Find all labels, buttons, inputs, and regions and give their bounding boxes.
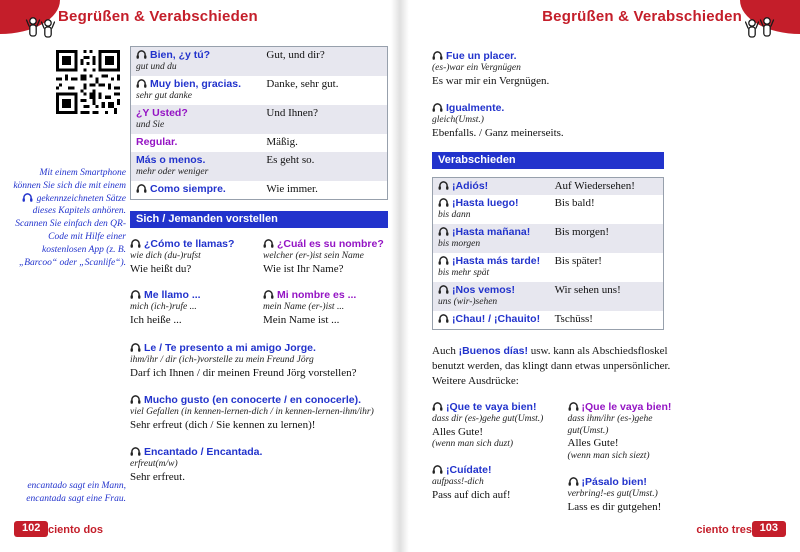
spanish-phrase: ¡Que le vaya bien! <box>568 401 696 414</box>
literal-translation: gleich(Umst.) <box>432 114 484 125</box>
table-row <box>131 76 387 105</box>
spanish-phrase: Bien, ¿y tú? <box>136 49 262 62</box>
german-translation: Wir sehen uns! <box>554 284 621 297</box>
headphone-icon <box>432 103 443 112</box>
table-row <box>131 134 387 152</box>
table-row <box>433 224 663 253</box>
headphone-icon <box>438 314 449 323</box>
literal-translation: mehr oder weniger <box>136 166 209 177</box>
headphone-icon <box>136 50 147 59</box>
literal-translation: uns (wir-)sehen <box>438 297 498 308</box>
headphone-icon <box>130 239 141 248</box>
literal-translation: bis dann <box>438 210 471 221</box>
spanish-phrase: Regular. <box>136 136 178 148</box>
spanish-phrase: Fue un placer. <box>432 50 695 63</box>
literal-translation: viel Gefallen (in kennen-lernen-dich / in kennen-lernen-ihm/ihr) <box>130 406 374 417</box>
spanish-phrase: ¡Hasta más tarde! <box>438 255 551 268</box>
phrase-entry <box>130 446 388 485</box>
spanish-phrase: ¡Pásalo bien! <box>568 476 696 489</box>
german-translation: Wie heißt du? <box>130 262 192 275</box>
expression-columns <box>432 401 695 515</box>
headphone-icon <box>438 198 449 207</box>
spanish-phrase: ¿Cuál es su nombre? <box>263 238 388 251</box>
literal-translation: (es-)war ein Vergnügen <box>432 63 521 74</box>
phrase-entry <box>263 238 388 277</box>
literal-translation: und Sie <box>136 120 165 131</box>
german-translation: Ebenfalls. / Ganz meinerseits. <box>432 126 564 139</box>
headphone-icon <box>432 465 443 474</box>
chapter-title-right: Begrüßen & Verabschieden <box>542 8 742 25</box>
headphone-icon <box>438 227 449 236</box>
page-number-right: 103 <box>752 521 786 537</box>
table-row <box>131 47 387 76</box>
margin-note-text: Mit einem Smartphone können Sie sich die mit einem <box>13 168 126 191</box>
spanish-phrase: Mucho gusto (en conocerte / en conocerle). <box>130 394 388 407</box>
german-translation: Sehr erfreut. <box>130 470 185 483</box>
german-translation: Sehr erfreut (dich / Sie kennen zu lernen)! <box>130 418 316 431</box>
phrase-entry <box>568 476 696 515</box>
literal-translation: dass dir (es-)gehe gut(Umst.) <box>432 413 544 424</box>
spanish-phrase: ¡Que te vaya bien! <box>432 401 560 414</box>
table-row <box>131 181 387 199</box>
german-translation: Darf ich Ihnen / dir meinen Freund Jörg vorstellen? <box>130 367 357 379</box>
german-translation: Bis morgen! <box>554 226 610 239</box>
german-translation: Mein Name ist ... <box>263 314 340 327</box>
note-text: Auch <box>432 345 459 357</box>
literal-translation: bis mehr spät <box>438 268 490 279</box>
intro-columns <box>130 238 388 329</box>
spanish-phrase: Encantado / Encantada. <box>130 446 388 459</box>
literal-translation: dass ihm/ihr (es-)gehe gut(Umst.) <box>567 413 653 436</box>
table-row <box>131 105 387 134</box>
margin-note-audio <box>12 167 126 270</box>
note-text: usw. kann als Abschiedsfloskel benutzt werden, das klingt dann etwas unpersönlicher. Weitere Ausdrücke: <box>432 345 671 387</box>
german-translation: Mäßig. <box>266 136 298 148</box>
headphone-icon <box>130 343 141 352</box>
usage-hint: (wenn man sich duzt) <box>432 439 514 450</box>
headphone-icon <box>568 402 579 411</box>
spanish-phrase: ¡Hasta luego! <box>438 197 551 210</box>
phrase-entry <box>432 50 695 89</box>
literal-translation: welcher (er-)ist sein Name <box>263 250 364 261</box>
headphone-icon <box>263 290 274 299</box>
headphone-icon <box>438 285 449 294</box>
table-row <box>131 152 387 181</box>
headphone-icon <box>136 79 147 88</box>
table-row <box>433 195 663 224</box>
mascot-figures-icon <box>25 13 55 41</box>
chapter-title-left: Begrüßen & Verabschieden <box>58 8 258 25</box>
phrase-entry <box>432 102 695 141</box>
phrase-entry <box>130 238 255 277</box>
note-spanish-phrase: ¡Buenos días! <box>458 345 529 357</box>
german-translation: Bis später! <box>554 255 602 268</box>
page-spine <box>391 0 409 552</box>
section-header-verabschieden: Verabschieden <box>432 152 664 169</box>
phrase-entry <box>568 401 696 464</box>
german-translation: Danke, sehr gut. <box>266 78 339 90</box>
right-page-content <box>432 50 695 515</box>
table-row <box>433 178 663 196</box>
german-translation: Gut, und dir? <box>266 49 325 61</box>
headphone-icon <box>130 395 141 404</box>
phrase-entry <box>130 394 388 433</box>
farewell-table <box>432 177 664 331</box>
spanish-phrase: Le / Te presento a mi amigo Jorge. <box>130 342 388 355</box>
spanish-phrase: Mi nombre es ... <box>263 289 388 302</box>
usage-note <box>432 344 695 389</box>
phrase-entry <box>130 342 388 381</box>
margin-note-encantado: encantado sagt ein Mann, encantada sagt eine Frau. <box>26 481 126 504</box>
german-translation: Pass auf dich auf! <box>432 489 511 502</box>
spanish-phrase: ¡Hasta mañana! <box>438 226 551 239</box>
phrase-entry <box>432 464 560 503</box>
german-translation: Ich heiße ... <box>130 314 182 327</box>
page-number-left: 102 <box>14 521 48 537</box>
margin-note-text: gekennzeichneten Sätze dieses Kapitels anhören. Scannen Sie einfach den QR-Code mit Hilfe einer kostenlosen App (z. B. „Barcoo“ oder „Scanlife“). <box>15 193 126 268</box>
literal-translation: erfreut(m/w) <box>130 458 178 469</box>
german-translation: Alles Gute! <box>567 437 619 450</box>
literal-translation: bis morgen <box>438 239 481 250</box>
spanish-phrase: ¿Y Usted? <box>136 107 188 119</box>
literal-translation: sehr gut danke <box>136 91 192 102</box>
usage-hint: (wenn man sich siezt) <box>567 451 650 462</box>
spanish-phrase: Más o menos. <box>136 153 206 166</box>
german-translation: Bis bald! <box>554 197 595 210</box>
phrase-entry <box>130 289 255 328</box>
page-number-word-right: ciento tres <box>696 524 752 536</box>
table-row <box>433 253 663 282</box>
qr-code <box>56 50 120 114</box>
literal-translation: mich (ich-)rufe ... <box>130 302 197 313</box>
german-translation: Wie ist Ihr Name? <box>263 262 344 275</box>
literal-translation: mein Name (er-)ist ... <box>263 302 345 313</box>
section-header-vorstellen: Sich / Jemanden vorstellen <box>130 211 388 228</box>
spanish-phrase: ¡Adiós! <box>438 180 551 193</box>
spanish-phrase: Como siempre. <box>136 183 262 196</box>
literal-translation: ihm/ihr / dir (ich-)vorstelle zu mein Freund Jörg <box>130 355 314 366</box>
headphone-icon <box>432 51 443 60</box>
headphone-icon <box>22 193 33 202</box>
spanish-phrase: ¡Chau! / ¡Chauito! <box>438 313 551 326</box>
headphone-icon <box>438 256 449 265</box>
german-translation: Lass es dir gutgehen! <box>567 501 662 514</box>
literal-translation: aufpass!-dich <box>432 477 484 488</box>
literal-translation: gut und du <box>136 62 177 73</box>
phrase-entry <box>432 401 560 452</box>
german-translation: Es war mir ein Vergnügen. <box>432 75 550 87</box>
german-translation: Wie immer. <box>266 182 318 195</box>
spanish-phrase: Me llamo ... <box>130 289 255 302</box>
german-translation: Alles Gute! <box>432 425 484 438</box>
headphone-icon <box>438 181 449 190</box>
smalltalk-table <box>130 46 388 200</box>
german-translation: Auf Wiedersehen! <box>554 179 635 192</box>
headphone-icon <box>130 290 141 299</box>
headphone-icon <box>263 239 274 248</box>
german-translation: Es geht so. <box>266 153 315 166</box>
spanish-phrase: ¡Cuídate! <box>432 464 560 477</box>
headphone-icon <box>568 477 579 486</box>
german-translation: Und Ihnen? <box>266 107 318 119</box>
headphone-icon <box>432 402 443 411</box>
table-row <box>433 282 663 311</box>
headphone-icon <box>136 184 147 193</box>
literal-translation: verbring!-es gut(Umst.) <box>567 489 658 500</box>
page-number-word-left: ciento dos <box>48 524 104 536</box>
mascot-figures-icon <box>745 13 775 41</box>
phrase-entry <box>263 289 388 328</box>
spanish-phrase: Muy bien, gracias. <box>136 78 262 91</box>
spanish-phrase: ¿Cómo te llamas? <box>130 238 255 251</box>
literal-translation: wie dich (du-)rufst <box>130 250 201 261</box>
left-page-content <box>130 46 388 484</box>
spanish-phrase: Igualmente. <box>432 102 695 115</box>
headphone-icon <box>130 447 141 456</box>
german-translation: Tschüss! <box>554 313 593 326</box>
table-row <box>433 311 663 329</box>
spanish-phrase: ¡Nos vemos! <box>438 284 551 297</box>
